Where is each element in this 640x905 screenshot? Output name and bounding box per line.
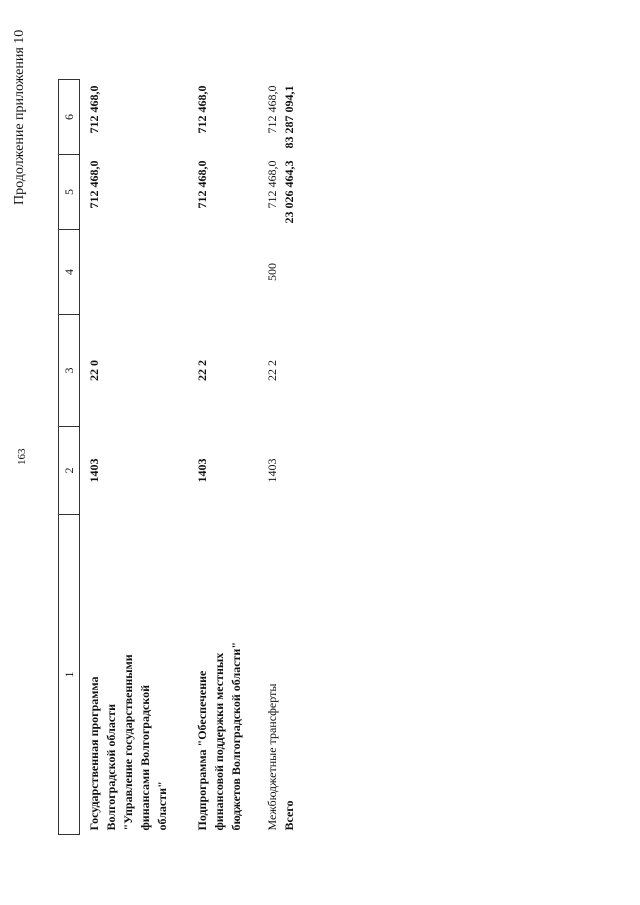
name-line: Государственная программа xyxy=(87,676,101,831)
section-code: 1403 xyxy=(87,458,101,483)
table-header-row xyxy=(59,80,80,835)
column-header: 4 xyxy=(59,230,80,315)
name-line: области" xyxy=(155,781,169,831)
row-name: Межбюджетные трансферты xyxy=(265,683,279,831)
total-row xyxy=(281,80,299,835)
amount-col5: 712 468,0 xyxy=(265,160,279,209)
name-line: Подпрограмма "Обеспечение xyxy=(195,670,209,831)
amount-col6: 712 468,0 xyxy=(195,85,209,134)
expense-type-code xyxy=(80,230,191,315)
column-header: 1 xyxy=(59,515,80,835)
amount-col5: 712 468,0 xyxy=(195,160,209,209)
total-col6: 83 287 094,1 xyxy=(282,85,296,149)
budget-table xyxy=(58,79,299,835)
column-header: 5 xyxy=(59,155,80,230)
table-row xyxy=(258,80,281,835)
expense-type-code xyxy=(190,230,258,315)
section-code: 1403 xyxy=(195,458,209,483)
section-code: 1403 xyxy=(265,458,279,483)
page-number: 163 xyxy=(16,448,28,465)
amount-col6: 712 468,0 xyxy=(265,85,279,134)
target-article-code: 22 0 xyxy=(87,360,101,381)
row-name xyxy=(80,515,191,835)
amount-col5: 712 468,0 xyxy=(87,160,101,209)
total-label: Всего xyxy=(282,800,296,831)
expense-type-code: 500 xyxy=(265,263,279,281)
total-col5: 23 026 464,3 xyxy=(282,160,296,224)
target-article-code: 22 2 xyxy=(265,360,279,381)
name-line: "Управление государственными xyxy=(121,654,135,831)
column-header: 6 xyxy=(59,80,80,155)
row-name xyxy=(190,515,258,835)
column-header: 3 xyxy=(59,315,80,427)
name-line: финансовой поддержки местных xyxy=(212,652,226,831)
amount-col6: 712 468,0 xyxy=(87,85,101,134)
name-line: Волгоградской области xyxy=(104,704,118,831)
target-article-code: 22 2 xyxy=(195,360,209,381)
column-header: 2 xyxy=(59,427,80,515)
table-row xyxy=(190,80,258,835)
name-line: бюджетов Волгоградской области" xyxy=(229,642,243,831)
appendix-title: Продолжение приложения 10 xyxy=(12,29,27,205)
name-line: финансами Волгоградской xyxy=(138,684,152,831)
table-row xyxy=(80,80,191,835)
